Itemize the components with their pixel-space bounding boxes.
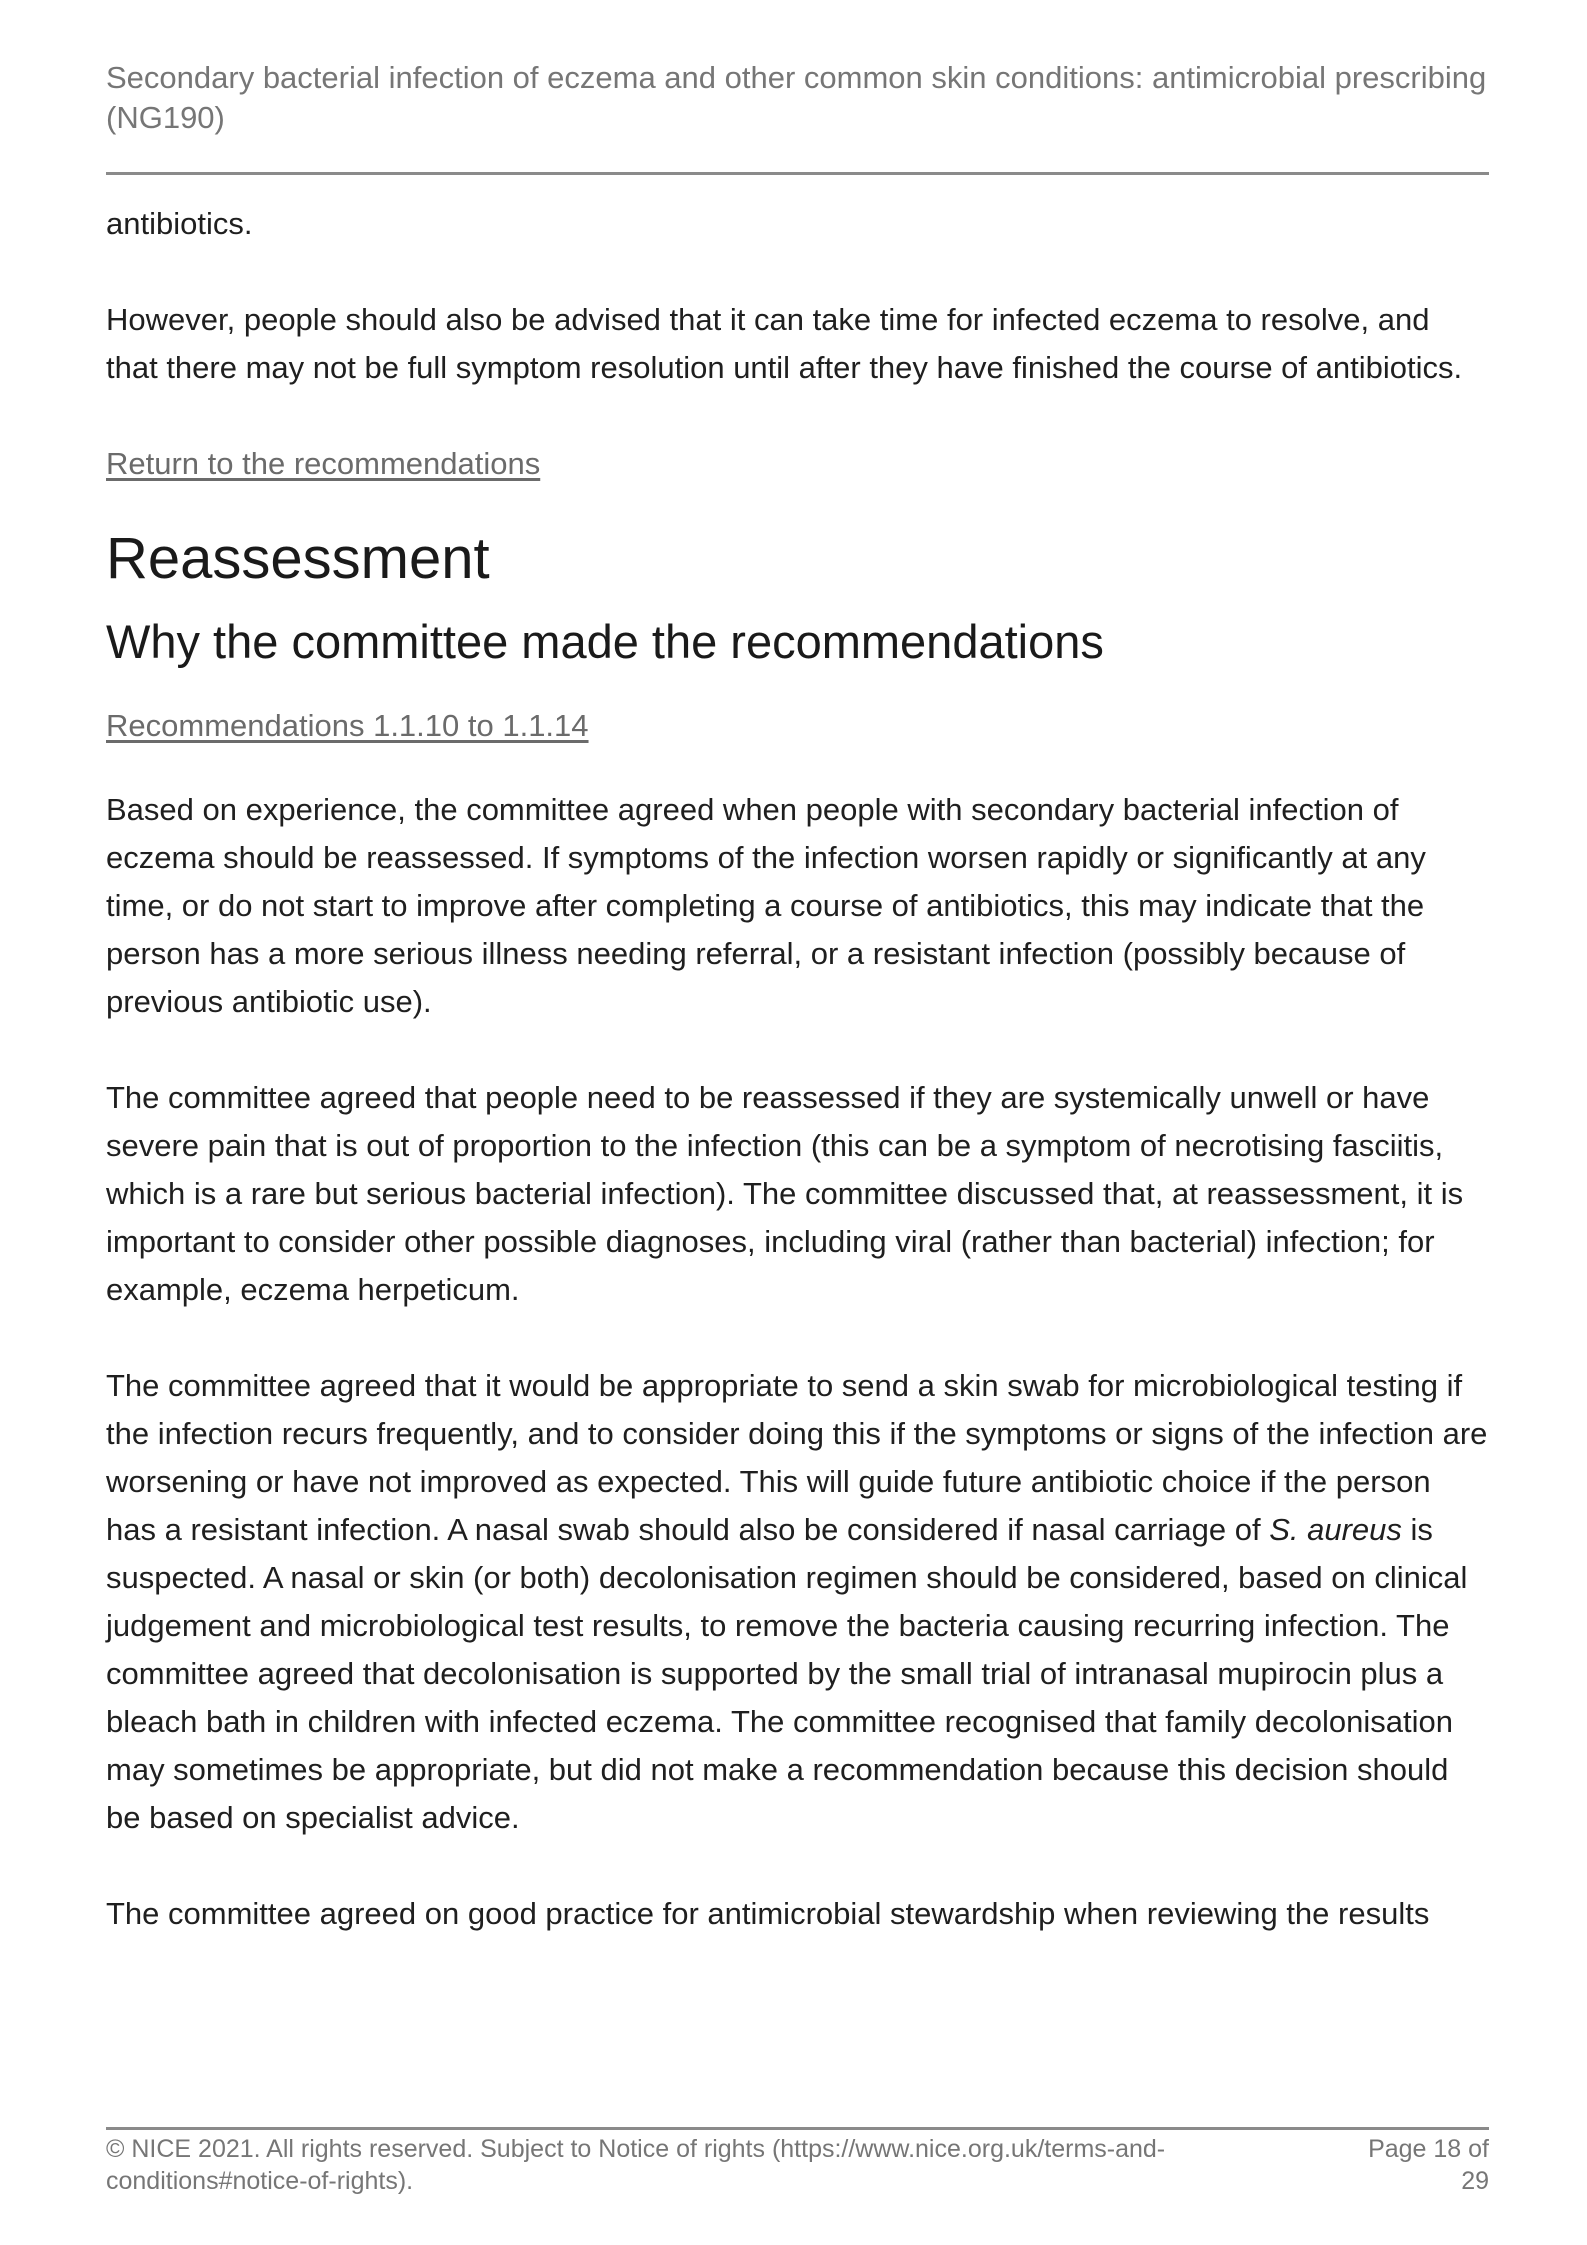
main-content: [106, 200, 1489, 1986]
species-name: S. aureus: [1269, 1512, 1402, 1547]
copyright-notice: © NICE 2021. All rights reserved. Subject to Notice of rights (https://www.nice.org.uk/terms-and-conditions#notice-of-rights).: [106, 2135, 1166, 2195]
page-number: Page 18 of 29: [1368, 2135, 1489, 2195]
paragraph-reassessment-experience: Based on experience, the committee agreed when people with secondary bacterial infection of eczema should be reassessed. If symptoms of the infection worsen rapidly or significantly at any time, or do not start to improve after completing a course of antibiotics, this may indicate that the person has a more serious illness needing referral, or a resistant infection (possibly because of previous antibiotic use).: [106, 792, 1426, 1019]
return-link-container: [106, 440, 1489, 488]
document-title: Secondary bacterial infection of eczema and other common skin conditions: antimicrobial prescribing (NG190): [106, 60, 1487, 135]
page-header: [106, 58, 1489, 138]
paragraph-systemically-unwell: The committee agreed that people need to be reassessed if they are systemically unwell or have severe pain that is out of proportion to the infection (this can be a symptom of necrotising fasciitis, which is a rare but serious bacterial infection). The committee discussed that, at reassessment, it is important to consider other possible diagnoses, including viral (rather than bacterial) infection; for example, eczema herpeticum.: [106, 1080, 1464, 1307]
return-to-recommendations-link[interactable]: Return to the recommendations: [106, 446, 541, 481]
footer-divider: [106, 2127, 1489, 2130]
continuation-text: antibiotics.: [106, 206, 253, 241]
subsection-heading: Why the committee made the recommendations: [106, 615, 1104, 668]
section-heading: Reassessment: [106, 526, 490, 591]
recommendations-link[interactable]: Recommendations 1.1.10 to 1.1.14: [106, 708, 589, 743]
paragraph-skin-swab-part-2: is suspected. A nasal or skin (or both) decolonisation regimen should be considered, based on clinical judgement and microbiological test results, to remove the bacteria causing recurring infection. The committee agreed that decolonisation is supported by the small trial of intranasal mupirocin plus a bleach bath in children with infected eczema. The committee recognised that family decolonisation may sometimes be appropriate, but did not make a recommendation because this decision should be based on specialist advice.: [106, 1512, 1468, 1835]
document-page: [106, 0, 1489, 2245]
header-divider: [106, 172, 1489, 175]
paragraph-skin-swab: [106, 1362, 1489, 1842]
recommendations-link-container: [106, 702, 1489, 750]
paragraph-stewardship: The committee agreed on good practice for antimicrobial stewardship when reviewing the results: [106, 1896, 1430, 1931]
paragraph-however: However, people should also be advised that it can take time for infected eczema to resolve, and that there may not be full symptom resolution until after they have finished the course of antibiotics.: [106, 302, 1463, 385]
paragraph-skin-swab-part-1: The committee agreed that it would be appropriate to send a skin swab for microbiological testing if the infection recurs frequently, and to consider doing this if the symptoms or signs of the infection are worsening or have not improved as expected. This will guide future antibiotic choice if the person has a resistant infection. A nasal swab should also be considered if nasal carriage of: [106, 1368, 1488, 1547]
